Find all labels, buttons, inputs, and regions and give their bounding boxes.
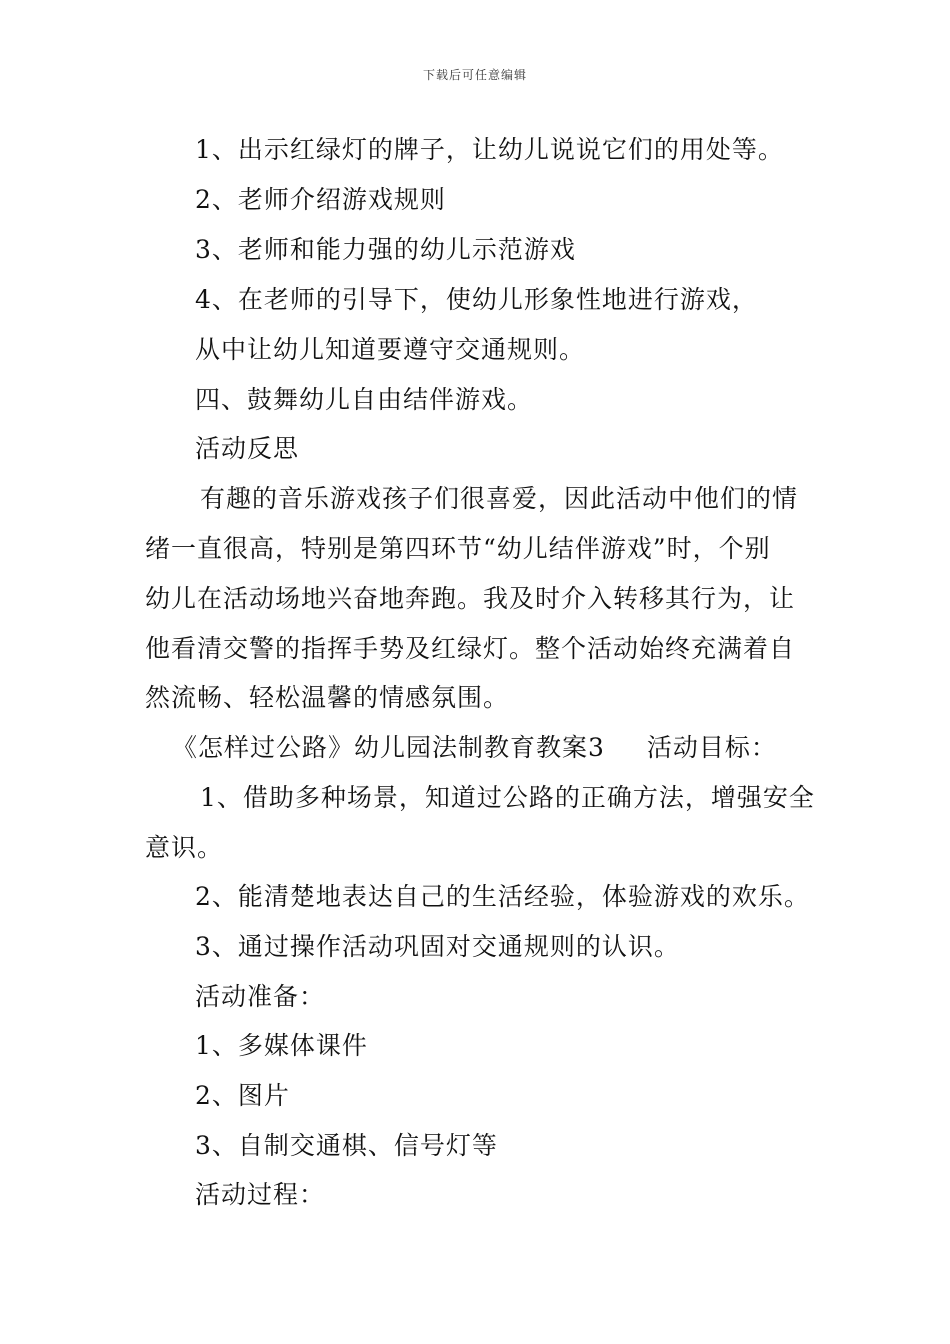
goal-2: 2、能清楚地表达自己的生活经验，体验游戏的欢乐。 xyxy=(195,882,810,911)
reflection-line-1: 有趣的音乐游戏孩子们很喜爱，因此活动中他们的情 xyxy=(200,484,799,513)
paragraph-step-3: 3、老师和能力强的幼儿示范游戏 xyxy=(195,235,576,264)
preparation-3: 3、自制交通棋、信号灯等 xyxy=(195,1131,498,1160)
goal-3: 3、通过操作活动巩固对交通规则的认识。 xyxy=(195,932,680,961)
lesson-title-line xyxy=(172,733,777,763)
reflection-line-2: 绪一直很高，特别是第四环节“幼儿结伴游戏”时，个别 xyxy=(145,534,771,563)
paragraph-step-4: 4、在老师的引导下，使幼儿形象性地进行游戏， xyxy=(195,285,758,314)
goal-1-continued: 意识。 xyxy=(145,833,224,862)
preparation-1: 1、多媒体课件 xyxy=(195,1031,368,1060)
paragraph-step-2: 2、老师介绍游戏规则 xyxy=(195,185,446,214)
paragraph-step-4-continued: 从中让幼儿知道要遵守交通规则。 xyxy=(195,335,586,364)
heading-activity-preparation: 活动准备： xyxy=(195,982,326,1011)
reflection-line-5: 然流畅、轻松温馨的情感氛围。 xyxy=(145,683,510,712)
paragraph-section-four: 四、鼓舞幼儿自由结伴游戏。 xyxy=(195,385,534,414)
preparation-2: 2、图片 xyxy=(195,1081,290,1110)
goal-1: 1、借助多种场景，知道过公路的正确方法，增强安全 xyxy=(200,783,815,812)
lesson-title: 《怎样过公路》幼儿园法制教育教案3 xyxy=(172,733,605,762)
reflection-line-4: 他看清交警的指挥手势及红绿灯。整个活动始终充满着自 xyxy=(145,634,796,663)
reflection-line-3: 幼儿在活动场地兴奋地奔跑。我及时介入转移其行为，让 xyxy=(145,584,796,613)
heading-activity-goals: 活动目标： xyxy=(646,733,777,762)
page-header: 下载后可任意编辑 xyxy=(422,68,527,82)
paragraph-step-1: 1、出示红绿灯的牌子，让幼儿说说它们的用处等。 xyxy=(195,135,784,164)
heading-activity-process: 活动过程： xyxy=(195,1180,326,1209)
heading-activity-reflection: 活动反思 xyxy=(195,434,300,463)
